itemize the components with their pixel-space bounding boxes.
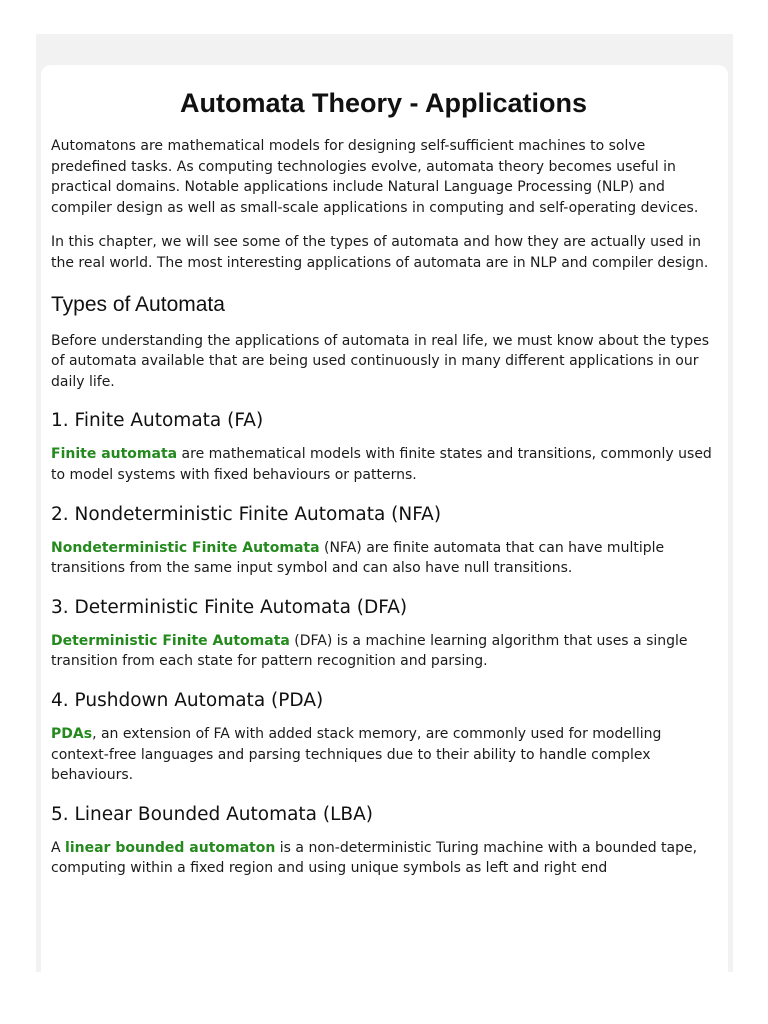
section-paragraph-fa bbox=[51, 444, 716, 485]
section-heading-fa: 1. Finite Automata (FA) bbox=[51, 410, 264, 432]
section-heading-dfa: 3. Deterministic Finite Automata (DFA) bbox=[51, 596, 408, 618]
section-text-lba: is a non-deterministic Turing machine with a bounded tape, computing within a fixed region and using unique symbols as left and right end bbox=[51, 839, 698, 877]
nfa-link[interactable]: Nondeterministic Finite Automata bbox=[51, 539, 320, 556]
section-text-nfa: (NFA) are finite automata that can have multiple transitions from the same input symbol and can also have null transitions. bbox=[51, 539, 665, 577]
dfa-link[interactable]: Deterministic Finite Automata bbox=[51, 632, 290, 649]
section-text-fa: are mathematical models with finite states and transitions, commonly used to model systems with fixed behaviours or patterns. bbox=[51, 446, 712, 483]
finite-automata-link[interactable]: Finite automata bbox=[51, 446, 178, 463]
section-pre-lba: A bbox=[51, 839, 66, 856]
pda-link[interactable]: PDAs bbox=[51, 725, 93, 742]
section-paragraph-pda bbox=[51, 724, 716, 786]
section-paragraph-nfa bbox=[51, 538, 716, 579]
section-heading-pda: 4. Pushdown Automata (PDA) bbox=[51, 689, 324, 711]
section-text-dfa: (DFA) is a machine learning algorithm that uses a single transition from each state for pattern recognition and parsing. bbox=[51, 632, 688, 670]
page-title: Automata Theory - Applications bbox=[179, 88, 588, 118]
section-text-pda: , an extension of FA with added stack memory, are commonly used for modelling context-free languages and parsing techniques due to their ability to handle complex behaviours. bbox=[51, 725, 662, 784]
types-heading: Types of Automata bbox=[51, 292, 225, 316]
intro-paragraph-1: Automatons are mathematical models for designing self-sufficient machines to solve predefined tasks. As computing technologies evolve, automata theory becomes useful in practical domains. Notable applications include Natural Language Processing (NLP) and compiler design as well as small-scale applications in computing and self-operating devices. bbox=[51, 138, 699, 216]
intro-paragraph-2: In this chapter, we will see some of the types of automata and how they are actually used in the real world. The most interesting applications of automata are in NLP and compiler design. bbox=[51, 234, 709, 271]
page-frame bbox=[36, 34, 733, 972]
article-card bbox=[41, 65, 728, 972]
types-intro-paragraph: Before understanding the applications of automata in real life, we must know about the types of automata available that are being used continuously in many different applications in our daily life. bbox=[51, 332, 709, 390]
lba-link[interactable]: linear bounded automaton bbox=[65, 839, 276, 856]
section-paragraph-dfa bbox=[51, 631, 716, 672]
section-heading-nfa: 2. Nondeterministic Finite Automata (NFA) bbox=[51, 503, 442, 525]
section-paragraph-lba bbox=[51, 838, 716, 879]
section-heading-lba: 5. Linear Bounded Automata (LBA) bbox=[51, 803, 373, 825]
